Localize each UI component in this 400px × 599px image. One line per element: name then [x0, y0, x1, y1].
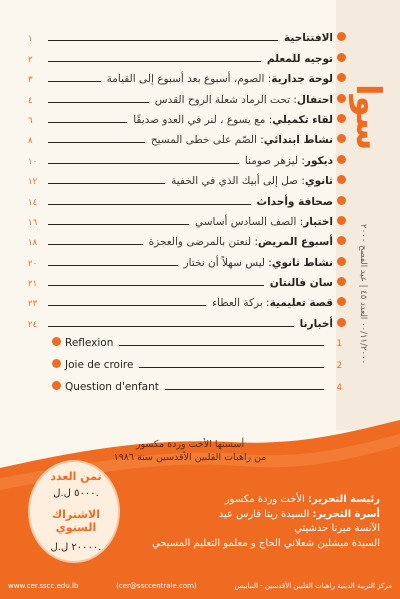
toc-entry-main: سان فالنتان — [269, 277, 333, 290]
dot-leader — [48, 204, 251, 205]
toc-entry-main: لقاء تكميلي — [272, 113, 333, 126]
toc-entry-main: نشاط ابتدائي — [263, 134, 333, 147]
bullet-icon — [337, 216, 346, 225]
toc-entry-main: قصة تعليمية — [269, 297, 333, 310]
toc-entry-title — [195, 216, 333, 230]
bullet-icon — [337, 155, 346, 164]
toc-entry-main: صحافة وأحداث — [256, 195, 333, 208]
toc-page-number: ١٦ — [28, 217, 38, 228]
price-badge — [28, 460, 120, 563]
toc-page-number: ٦ — [28, 115, 33, 126]
bullet-icon — [337, 175, 346, 184]
toc-entry-main: أخبارنا — [299, 317, 333, 330]
bullet-icon — [337, 73, 346, 82]
subscription-price-value: ٢٠٠٠٠ ل.ل. — [50, 542, 102, 553]
toc-page-number: ١ — [28, 34, 33, 45]
toc-entry-title — [270, 277, 333, 291]
toc-entry[interactable] — [28, 26, 346, 46]
toc-page-number: ٢ — [28, 54, 33, 65]
website-link[interactable]: www.cer.sscc.edu.lb — [8, 582, 79, 590]
toc-entry-main: نشاط ثانوي — [271, 256, 333, 269]
toc-entry[interactable] — [28, 128, 346, 148]
footer — [8, 582, 392, 594]
toc-entry-title — [151, 134, 333, 148]
dot-leader — [48, 122, 127, 123]
bullet-icon — [337, 114, 346, 123]
toc-entry[interactable] — [28, 46, 346, 66]
toc-page-number: ١٢ — [28, 177, 38, 188]
toc-entry-title — [300, 318, 333, 332]
toc-entry[interactable] — [28, 87, 346, 107]
toc-entry[interactable] — [28, 311, 346, 331]
toc-entry[interactable] — [28, 108, 346, 128]
bullet-icon — [52, 381, 61, 390]
dot-leader — [48, 183, 165, 184]
toc-entry-main: الافتتاحية — [283, 32, 333, 45]
dot-leader — [48, 102, 149, 103]
toc-entry[interactable] — [28, 230, 346, 250]
toc-entry-title: Reflexion — [65, 337, 114, 349]
dot-leader — [48, 285, 264, 286]
toc-entry-title — [133, 114, 333, 128]
toc-page-number: ٤ — [28, 95, 33, 106]
dot-leader — [48, 244, 143, 245]
email-link[interactable]: (cer@ssccentrale.com) — [116, 582, 197, 590]
issue-strip: ٠٠/١١/٢٠٠٠ العدد ٤٥ | عيد الفصح ٢٠٠٠ — [358, 224, 368, 365]
toc-entry[interactable] — [28, 250, 346, 270]
toc-entry-subtitle: : مع يسوع ، لنر في العدو صديقًا — [133, 113, 273, 126]
founded-note — [60, 438, 320, 464]
toc-entry[interactable] — [28, 271, 346, 291]
toc-entry-title — [284, 32, 333, 46]
toc-entry[interactable] — [28, 67, 346, 87]
toc-entry[interactable] — [28, 291, 346, 311]
toc-entry-title — [171, 175, 333, 189]
toc-entry-title — [155, 94, 333, 108]
dot-leader — [48, 81, 101, 82]
toc-entry-title — [257, 196, 333, 210]
dot-leader — [48, 305, 206, 306]
toc-entry[interactable] — [28, 189, 346, 209]
bullet-icon — [337, 257, 346, 266]
toc-entry-subtitle: : الصف السادس أساسي — [194, 215, 304, 228]
dot-leader — [165, 389, 324, 390]
toc-entry-title — [245, 155, 333, 169]
toc-entry[interactable] — [28, 210, 346, 230]
dot-leader — [48, 163, 239, 164]
toc-entry[interactable] — [28, 148, 346, 168]
bullet-icon — [337, 32, 346, 41]
toc-entry-main: أسبوع المريض — [257, 236, 333, 249]
publisher-center: مركز التربية الدينية راهبات القلبين الأقدسين - النبابيس — [234, 582, 392, 590]
toc-entry-subtitle: : تحت الرماد شعلة الروح القدس — [154, 93, 297, 106]
toc-entry-fr[interactable] — [52, 354, 342, 372]
bullet-icon — [52, 337, 61, 346]
toc-entry-title — [267, 53, 333, 67]
toc-entry-main: لوحة جدارية — [271, 73, 333, 86]
toc-entry-title — [184, 257, 333, 271]
toc-page-number: ١٤ — [28, 197, 38, 208]
toc-page-number: ٣ — [28, 75, 33, 86]
toc-entry-subtitle: : صل إلى أبيك الذي في الخفية — [171, 175, 305, 188]
magazine-title: سوا — [348, 83, 388, 151]
toc-page-number: ٢٤ — [28, 319, 38, 330]
bullet-icon — [337, 318, 346, 327]
editorial-credits — [140, 493, 380, 551]
credit-line: أسرة التحرير: السيدة ريتا فارس عيد — [218, 508, 380, 520]
toc-entry-title: Question d'enfant — [65, 381, 159, 393]
bullet-icon — [337, 277, 346, 286]
table-of-contents — [28, 26, 346, 332]
dot-leader — [48, 40, 278, 41]
bullet-icon — [337, 236, 346, 245]
toc-page-number: 1 — [336, 339, 342, 349]
toc-page-number: ٢٣ — [28, 299, 38, 310]
toc-entry-main: اختبار — [303, 215, 333, 228]
issue-price-label: ثمن العدد — [50, 470, 102, 483]
toc-entry-subtitle: : بركة العطاء — [212, 297, 270, 310]
issue-price-value: ٥٠٠٠ ل.ل. — [53, 488, 99, 499]
dot-leader — [139, 367, 324, 368]
founded-line-2: من راهبات القلبين الأقدسين سنة ١٩٨٦ — [113, 452, 267, 463]
dot-leader — [48, 142, 145, 143]
toc-entry-main: احتفال — [296, 93, 333, 106]
toc-entry-subtitle: : ليس سهلاً أن نختار — [183, 256, 272, 269]
toc-entry-title — [149, 236, 333, 250]
bullet-icon — [337, 134, 346, 143]
dot-leader — [48, 265, 178, 266]
bullet-icon — [52, 359, 61, 368]
toc-page-number: ١٨ — [28, 238, 38, 249]
toc-entry-subtitle: : ليزهر صومنا — [244, 154, 305, 167]
dot-leader — [119, 345, 324, 346]
toc-entry-subtitle: : الصّم على خطى المسيح — [150, 134, 264, 147]
credit-line: السيدة ميشلين شعلاني الحاج و معلمو التعليم المسيحي — [151, 537, 380, 549]
dot-leader — [48, 326, 294, 327]
bullet-icon — [337, 297, 346, 306]
toc-page-number: ١٠ — [28, 156, 38, 167]
toc-page-number: ٢١ — [28, 279, 38, 290]
toc-entry-title — [212, 297, 333, 311]
bullet-icon — [337, 53, 346, 62]
toc-entry-subtitle: : لنعتن بالمرضى والعجزة — [148, 236, 258, 249]
subscription-label: الاشتراك السنوي — [52, 508, 100, 534]
bullet-icon — [337, 196, 346, 205]
toc-entry-main: توجيه للمعلم — [266, 52, 333, 65]
credit-line: رئيسة التحرير: الأخت وردة مكسور — [224, 494, 380, 505]
founded-line-1: أسستها الأخت وردة مكسور — [135, 439, 245, 450]
credit-line: الآنسة ميرنا حدشيتي — [294, 523, 380, 534]
toc-page-number: ٢٠ — [28, 258, 38, 269]
dot-leader — [48, 224, 189, 225]
toc-entry[interactable] — [28, 169, 346, 189]
toc-entry-title — [107, 73, 333, 87]
toc-entry-subtitle: : الصوم، أسبوع بعد أسبوع إلى القيامة — [106, 73, 272, 86]
toc-entry-fr[interactable] — [52, 332, 342, 350]
toc-page-number: 4 — [336, 383, 342, 393]
bullet-icon — [337, 94, 346, 103]
toc-entry-main: ديكور — [304, 154, 333, 167]
toc-page-number: 2 — [336, 361, 342, 371]
dot-leader — [48, 61, 261, 62]
toc-entry-main: ثانوي — [304, 175, 333, 188]
toc-entry-fr[interactable] — [52, 376, 342, 394]
toc-entry-title: Joie de croire — [65, 359, 134, 371]
toc-page-number: ٨ — [28, 136, 33, 147]
